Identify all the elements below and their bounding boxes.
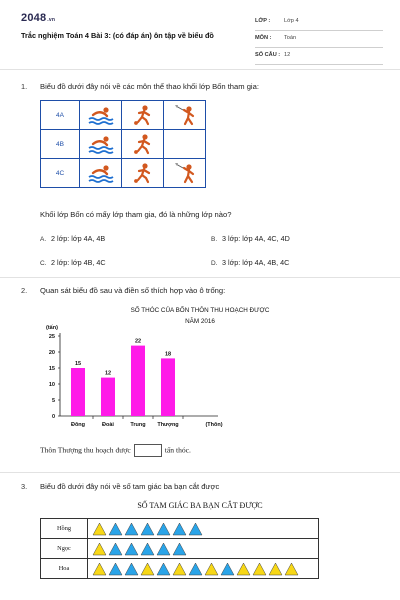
x-tick-label: Đông	[70, 422, 86, 428]
table-row	[41, 130, 206, 159]
meta-info	[255, 14, 383, 65]
sport-cell	[122, 101, 164, 130]
question-text: Biểu đồ dưới đây nói về các môn thể thao khối lớp Bốn tham gia:	[40, 82, 259, 91]
divider	[0, 472, 400, 473]
triangle-icon	[205, 563, 218, 575]
bar-chart	[36, 320, 256, 438]
table-row	[41, 559, 319, 579]
logo-text: 2048	[21, 12, 47, 24]
table-row	[41, 519, 319, 539]
bar-value-label: 12	[104, 370, 112, 377]
student-name: Ngọc	[41, 539, 88, 559]
triangle-row	[92, 522, 206, 536]
triangle-row	[92, 562, 302, 576]
question-number: 2.	[21, 286, 28, 295]
meta-value: Lớp 4	[284, 18, 299, 24]
option-text: 3 lớp: lớp 4A, 4B, 4C	[222, 258, 290, 267]
sport-pictograph-table	[40, 100, 206, 188]
triangle-cell	[88, 519, 319, 539]
meta-row-class	[255, 14, 383, 31]
x-axis-label: (Thôn)	[205, 422, 223, 428]
y-tick-label: 0	[51, 414, 55, 420]
table-row	[41, 159, 206, 188]
student-name: Hồng	[41, 519, 88, 539]
class-label: 4A	[41, 101, 80, 130]
bar-2	[131, 346, 145, 416]
answer-blank-box[interactable]	[134, 444, 162, 457]
triangle-cell	[88, 539, 319, 559]
meta-row-count	[255, 48, 383, 65]
fill-text-before: Thôn Thượng thu hoạch được	[40, 445, 131, 455]
option-letter: A.	[40, 236, 47, 243]
swimming-icon	[86, 133, 116, 155]
question-text: Biểu đồ dưới đây nói về số tam giác ba bạn cắt được	[40, 482, 220, 491]
soccer-icon	[128, 133, 158, 155]
triangle-icon	[157, 543, 170, 555]
y-tick-label: 10	[48, 382, 55, 388]
option-a[interactable]	[40, 234, 105, 243]
triangle-icon	[221, 563, 234, 575]
triangle-icon	[109, 543, 122, 555]
sport-cell	[164, 130, 206, 159]
option-c[interactable]	[40, 258, 106, 267]
triangle-icon	[93, 523, 106, 535]
chart-subtitle: NĂM 2016	[185, 318, 215, 325]
triangle-icon	[173, 563, 186, 575]
x-tick-label: Đoài	[102, 422, 114, 428]
triangle-icon	[109, 563, 122, 575]
sport-cell	[122, 130, 164, 159]
table-row	[41, 101, 206, 130]
meta-value: 12	[284, 52, 291, 58]
triangle-icon	[141, 563, 154, 575]
chart-title: SỐ THÓC CỦA BỐN THÔN THU HOẠCH ĐƯỢC	[130, 307, 270, 314]
option-b[interactable]	[211, 234, 290, 243]
bar-value-label: 22	[134, 338, 142, 345]
sport-cell	[80, 101, 122, 130]
triangle-icon	[93, 543, 106, 555]
triangle-icon	[253, 563, 266, 575]
triangle-icon	[157, 523, 170, 535]
triangle-icon	[189, 563, 202, 575]
question-number: 3.	[21, 482, 28, 491]
bar-0	[71, 368, 85, 416]
page-title: Trắc nghiệm Toán 4 Bài 3: (có đáp án) ôn tập về biểu đồ	[21, 31, 214, 40]
option-letter: B.	[211, 236, 218, 243]
soccer-icon	[128, 104, 158, 126]
triangle-icon	[141, 523, 154, 535]
x-tick-label: Thượng	[157, 422, 179, 428]
badminton-icon	[170, 162, 200, 184]
sport-cell	[80, 159, 122, 188]
triangle-cell	[88, 559, 319, 579]
soccer-icon	[128, 162, 158, 184]
option-text: 3 lớp: lớp 4A, 4C, 4D	[222, 234, 290, 243]
swimming-icon	[86, 162, 116, 184]
meta-value: Toán	[284, 35, 297, 41]
option-letter: D.	[211, 260, 218, 267]
question-text: Quan sát biểu đồ sau và điền số thích hợp vào ô trống:	[40, 286, 226, 295]
triangle-row	[92, 542, 190, 556]
triangle-icon	[173, 543, 186, 555]
triangle-icon	[269, 563, 282, 575]
class-label: 4B	[41, 130, 80, 159]
triangle-icon	[125, 543, 138, 555]
option-d[interactable]	[211, 258, 289, 267]
triangle-icon	[157, 563, 170, 575]
divider	[0, 277, 400, 278]
site-logo[interactable]	[21, 12, 55, 24]
triangle-icon	[189, 523, 202, 535]
sport-cell	[164, 159, 206, 188]
class-label: 4C	[41, 159, 80, 188]
option-text: 2 lớp: lớp 4A, 4B	[51, 234, 106, 243]
meta-key: MÔN :	[255, 35, 272, 41]
triangle-pictograph-table	[40, 518, 319, 579]
bar-1	[101, 378, 115, 416]
sub-question: Khối lớp Bốn có mấy lớp tham gia, đó là những lớp nào?	[40, 210, 232, 219]
bar-3	[161, 358, 175, 416]
y-tick-label: 15	[48, 366, 55, 372]
y-axis-label: (tấn)	[46, 325, 58, 331]
triangle-icon	[109, 523, 122, 535]
pictograph-title: SỐ TAM GIÁC BA BẠN CẮT ĐƯỢC	[137, 501, 263, 510]
divider	[0, 69, 400, 70]
student-name: Hoa	[41, 559, 88, 579]
triangle-icon	[285, 563, 298, 575]
fill-text-after: tấn thóc.	[164, 445, 191, 455]
option-text: 2 lớp: lớp 4B, 4C	[51, 258, 106, 267]
triangle-icon	[125, 523, 138, 535]
triangle-icon	[93, 563, 106, 575]
meta-row-subject	[255, 31, 383, 48]
option-letter: C.	[40, 260, 47, 267]
y-tick-label: 5	[51, 398, 55, 404]
y-tick-label: 25	[48, 334, 55, 340]
x-tick-label: Trung	[130, 422, 146, 428]
y-tick-label: 20	[48, 350, 55, 356]
fill-in-sentence	[40, 444, 191, 457]
triangle-icon	[173, 523, 186, 535]
meta-key: LỚP :	[255, 18, 271, 24]
bar-value-label: 15	[74, 361, 82, 367]
question-number: 1.	[21, 82, 28, 91]
sport-cell	[122, 159, 164, 188]
sport-cell	[80, 130, 122, 159]
meta-key: SỐ CÂU :	[255, 52, 281, 58]
sport-cell	[164, 101, 206, 130]
bar-value-label: 18	[164, 351, 172, 358]
badminton-icon	[170, 104, 200, 126]
swimming-icon	[86, 104, 116, 126]
table-row	[41, 539, 319, 559]
triangle-icon	[237, 563, 250, 575]
logo-domain: .vn	[47, 17, 56, 23]
triangle-icon	[141, 543, 154, 555]
triangle-icon	[125, 563, 138, 575]
